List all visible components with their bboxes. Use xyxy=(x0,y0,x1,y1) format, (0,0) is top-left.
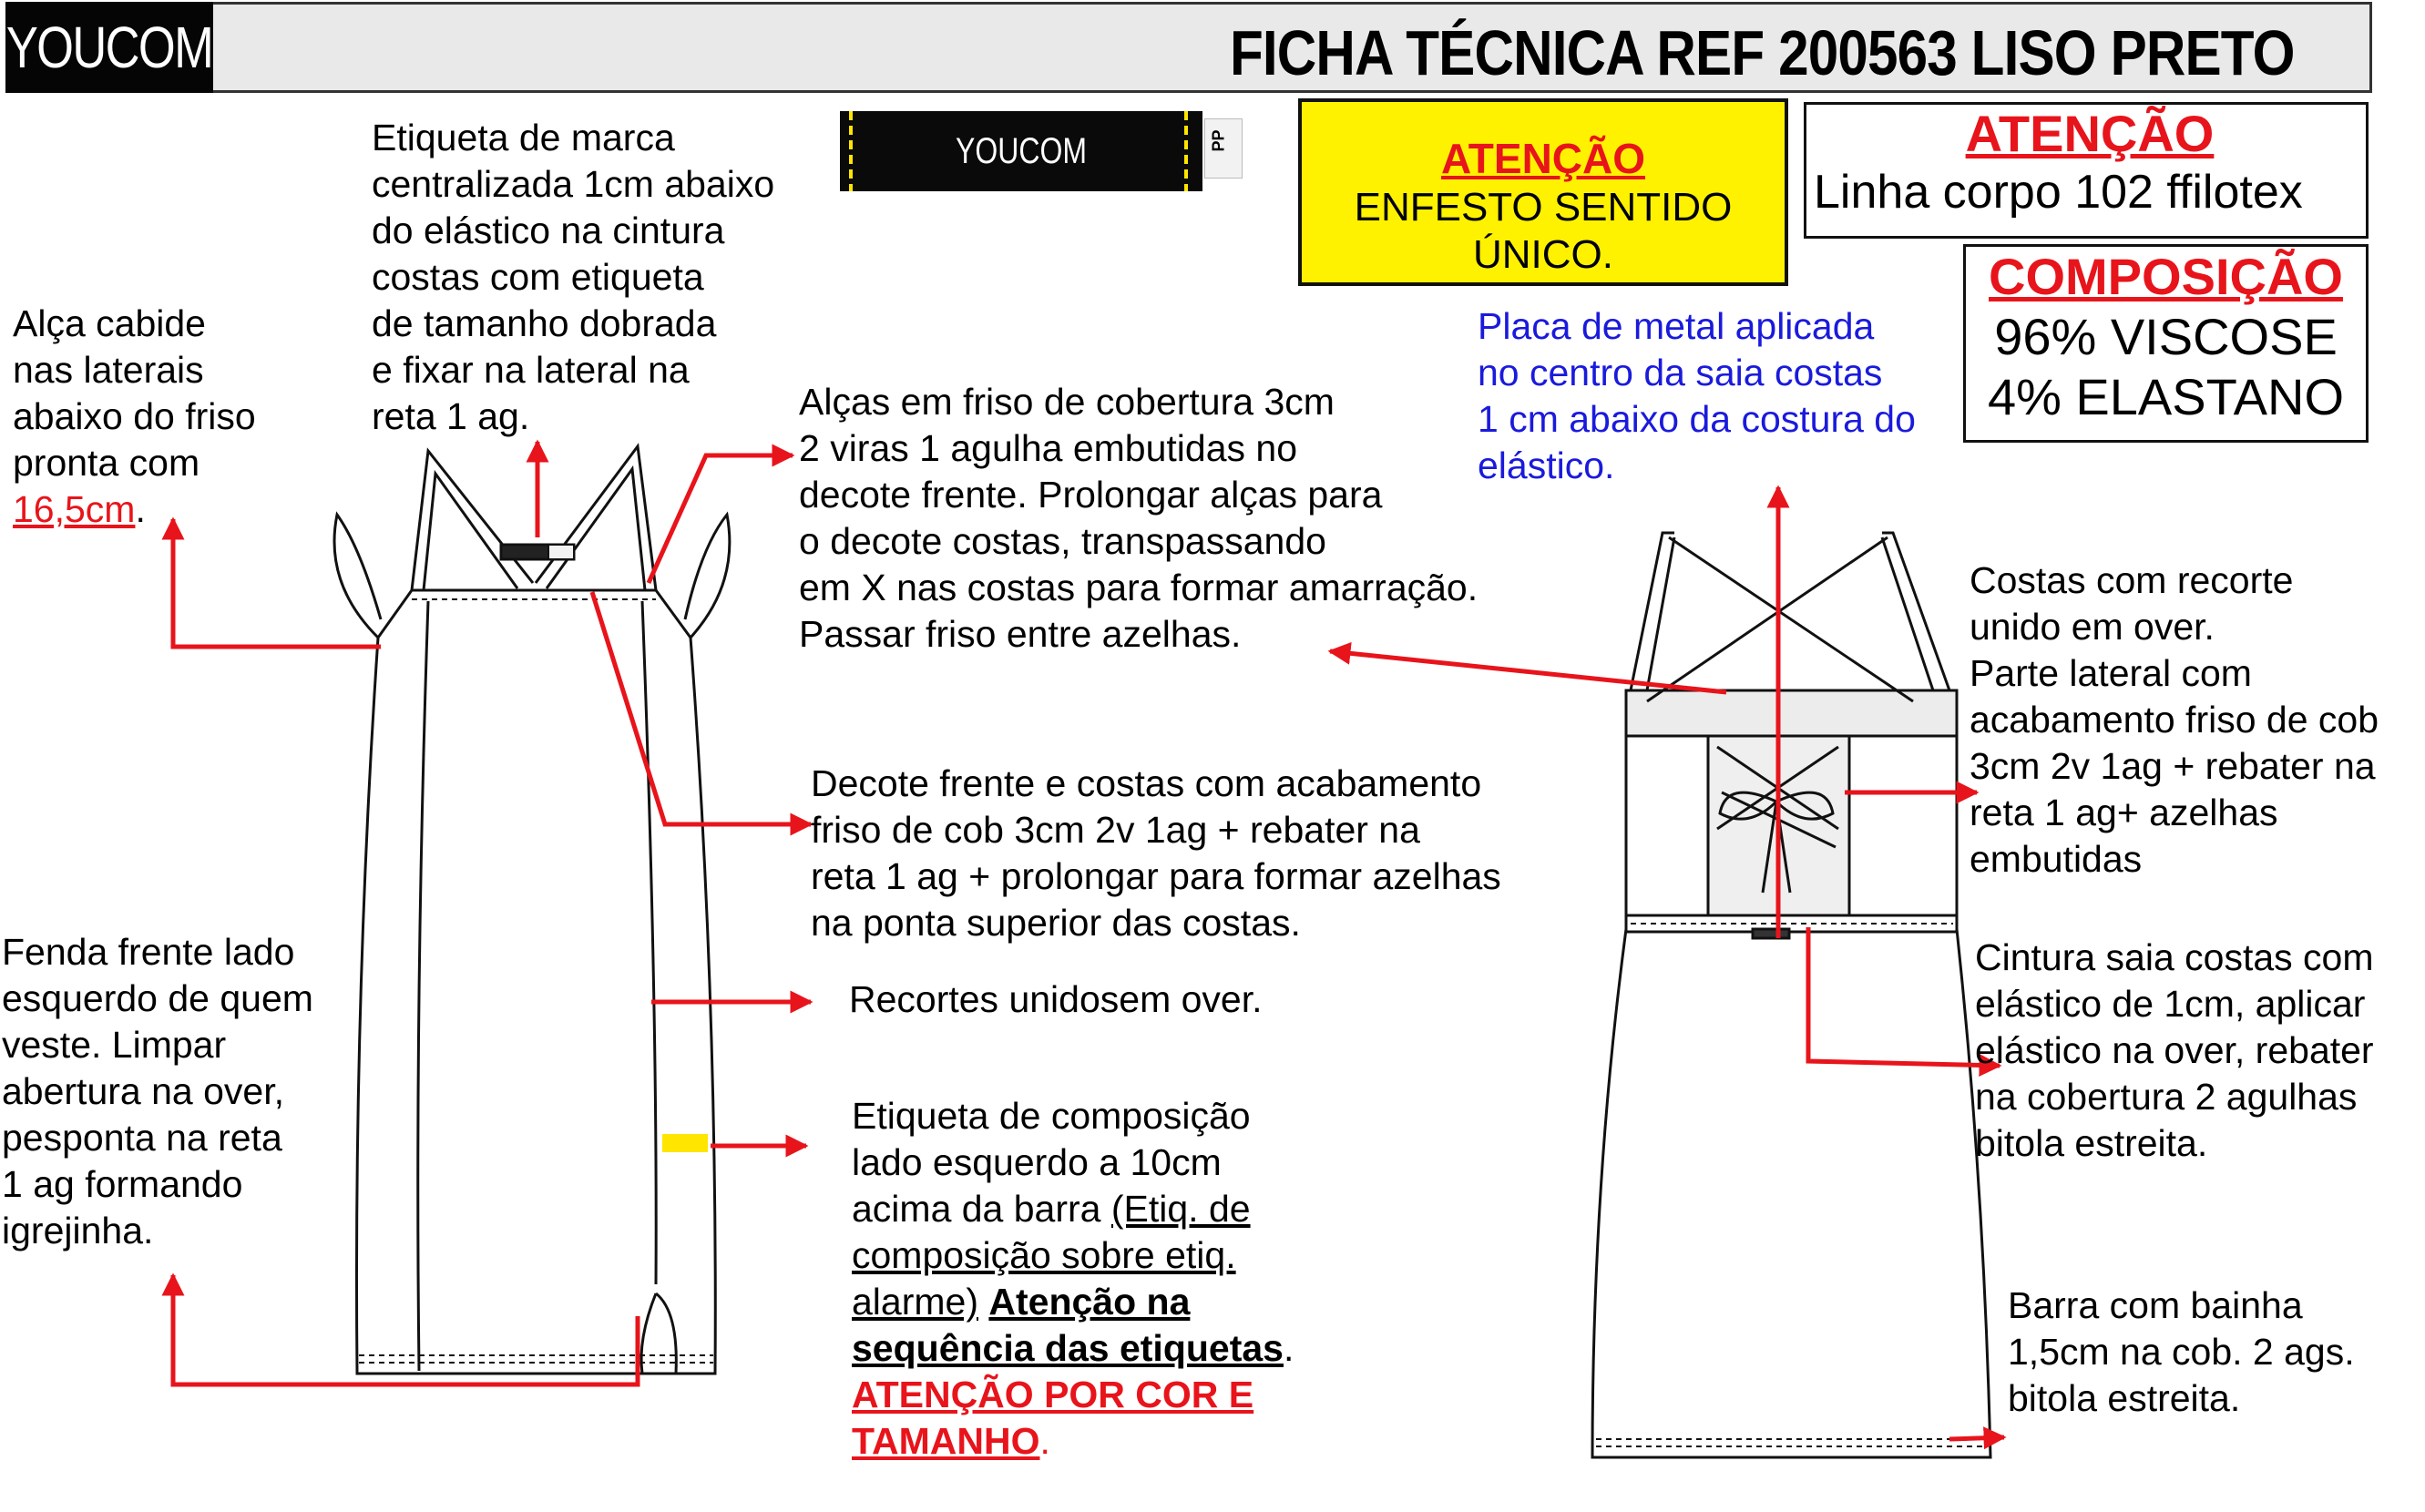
note-text: TAMANHO xyxy=(852,1420,1040,1462)
note-hanger-loop: Alça cabide nas laterais abaixo do friso pronta com 16,5cm. xyxy=(13,302,256,530)
note-text: 1,5cm na cob. 2 ags. xyxy=(2008,1331,2355,1373)
note-text: Decote frente e costas com acabamento xyxy=(811,762,1482,804)
note-text: pesponta na reta xyxy=(2,1117,282,1159)
note-text: veste. Limpar xyxy=(2,1024,227,1066)
note-text: Fenda frente lado xyxy=(2,931,295,973)
note-text: (Etiq. de xyxy=(1110,1188,1251,1230)
hanger-loop-measure: 16,5cm xyxy=(13,488,136,530)
spreading-warning-line2: ÚNICO. xyxy=(1473,232,1613,277)
front-size-label xyxy=(548,545,574,559)
note-text: Placa de metal aplicada xyxy=(1478,305,1875,347)
note-metal-plate xyxy=(1478,303,1916,489)
note-text: esquerdo de quem xyxy=(2,977,313,1019)
note-text: centralizada 1cm abaixo xyxy=(372,163,775,205)
note-slit xyxy=(2,929,313,1254)
back-dress-drawing xyxy=(1592,533,1990,1457)
note-text: reta 1 ag+ azelhas xyxy=(1970,792,2278,833)
note-text: sequência das etiquetas xyxy=(852,1327,1284,1369)
arrow-hem xyxy=(1949,1437,2004,1439)
back-strap-left xyxy=(1631,533,1674,690)
composition-line2: 4% ELASTANO xyxy=(1987,368,2345,425)
spreading-warning-line1: ENFESTO SENTIDO xyxy=(1354,185,1733,230)
note-text: Barra com bainha xyxy=(2008,1284,2303,1326)
note-text: embutidas xyxy=(1970,838,2143,880)
note-text: de tamanho dobrada xyxy=(372,302,717,344)
note-text: costas com etiqueta xyxy=(372,256,704,298)
front-dress-drawing xyxy=(334,446,730,1374)
brand-logo: YOUCOM xyxy=(5,2,213,93)
front-strap-right xyxy=(536,446,656,590)
page-title: FICHA TÉCNICA REF 200563 LISO PRETO xyxy=(1230,17,2295,88)
note-text: abertura na over, xyxy=(2,1070,284,1112)
hanger-loop-left xyxy=(334,515,381,638)
note-text: Alças em friso de cobertura 3cm xyxy=(799,381,1335,423)
label-brand: YOUCOM xyxy=(956,131,1087,171)
note-text: lado esquerdo a 10cm xyxy=(852,1141,1222,1183)
note-back-panel xyxy=(1970,557,2379,883)
note-text: composição sobre etiq. xyxy=(852,1234,1236,1276)
note-text: 2 viras 1 agulha embutidas no xyxy=(799,427,1298,469)
note-text: friso de cob 3cm 2v 1ag + rebater na xyxy=(811,809,1420,851)
note-text: . xyxy=(1283,1327,1294,1369)
note-text: acima da barra xyxy=(852,1188,1111,1230)
arrow-straps xyxy=(649,455,793,583)
note-text: Etiqueta de composição xyxy=(852,1095,1251,1137)
note-text: e fixar na lateral na xyxy=(372,349,690,391)
back-strap-right xyxy=(1882,533,1949,690)
note-text: alarme) xyxy=(852,1281,978,1323)
note-text: Atenção na xyxy=(988,1281,1191,1323)
note-text: . xyxy=(1039,1420,1050,1462)
note-text: nas laterais xyxy=(13,349,204,391)
note-text: do elástico na cintura xyxy=(372,209,725,251)
front-dress-body xyxy=(356,590,715,1374)
note-text: na ponta superior das costas. xyxy=(811,902,1301,944)
note-text: unido em over. xyxy=(1970,606,2215,648)
note-text: bitola estreita. xyxy=(2008,1377,2241,1419)
note-text: decote frente. Prolongar alças para xyxy=(799,474,1383,516)
note-text: bitola estreita. xyxy=(1975,1122,2208,1164)
note-text: em X nas costas para formar amarração. xyxy=(799,567,1479,608)
note-hem xyxy=(2008,1282,2355,1422)
note-text: na cobertura 2 agulhas xyxy=(1975,1076,2358,1118)
composition-line1: 96% VISCOSE xyxy=(1994,308,2338,365)
front-strap-left xyxy=(412,451,533,590)
note-straps xyxy=(799,379,1478,658)
note-text: igrejinha. xyxy=(2,1210,154,1251)
note-text: elástico na over, rebater xyxy=(1975,1029,2374,1071)
composition-title: COMPOSIÇÃO xyxy=(1989,248,2343,305)
note-text: Passar friso entre azelhas. xyxy=(799,613,1242,655)
size-tag-text: PP xyxy=(1209,129,1228,152)
note-text: abaixo do friso xyxy=(13,395,256,437)
note-text: reta 1 ag + prolongar para formar azelhas xyxy=(811,855,1501,897)
composition-label-marker xyxy=(662,1134,708,1152)
spreading-warning-title: ATENÇÃO xyxy=(1440,135,1646,182)
note-composition-label xyxy=(852,1093,1294,1465)
note-brand-label xyxy=(372,115,774,440)
note-text: Parte lateral com xyxy=(1970,652,2252,694)
note-seams: Recortes unidosem over. xyxy=(849,978,1263,1020)
note-text: elástico de 1cm, aplicar xyxy=(1975,983,2366,1025)
note-text: Costas com recorte xyxy=(1970,559,2294,601)
note-waist xyxy=(1975,935,2374,1167)
note-text: elástico. xyxy=(1478,444,1615,486)
note-neckline xyxy=(811,761,1501,946)
note-text: 1 ag formando xyxy=(2,1163,243,1205)
note-text: 3cm 2v 1ag + rebater na xyxy=(1970,745,2376,787)
note-text: o decote costas, transpassando xyxy=(799,520,1326,562)
thread-warning-title: ATENÇÃO xyxy=(1965,105,2215,162)
note-text: Alça cabide xyxy=(13,302,206,344)
note-text: Cintura saia costas com xyxy=(1975,936,2374,978)
note-text: ATENÇÃO POR COR E xyxy=(852,1374,1254,1415)
thread-warning-text: Linha corpo 102 ffilotex xyxy=(1814,166,2303,219)
metal-plate xyxy=(1753,929,1789,938)
note-text: 1 cm abaixo da costura do xyxy=(1478,398,1916,440)
note-text: no centro da saia costas xyxy=(1478,352,1883,393)
hanger-loop-right xyxy=(685,515,730,638)
note-text: pronta com xyxy=(13,442,200,484)
note-text: Etiqueta de marca xyxy=(372,117,675,158)
note-text: acabamento friso de cob xyxy=(1970,699,2379,741)
note-text: reta 1 ag. xyxy=(372,395,530,437)
